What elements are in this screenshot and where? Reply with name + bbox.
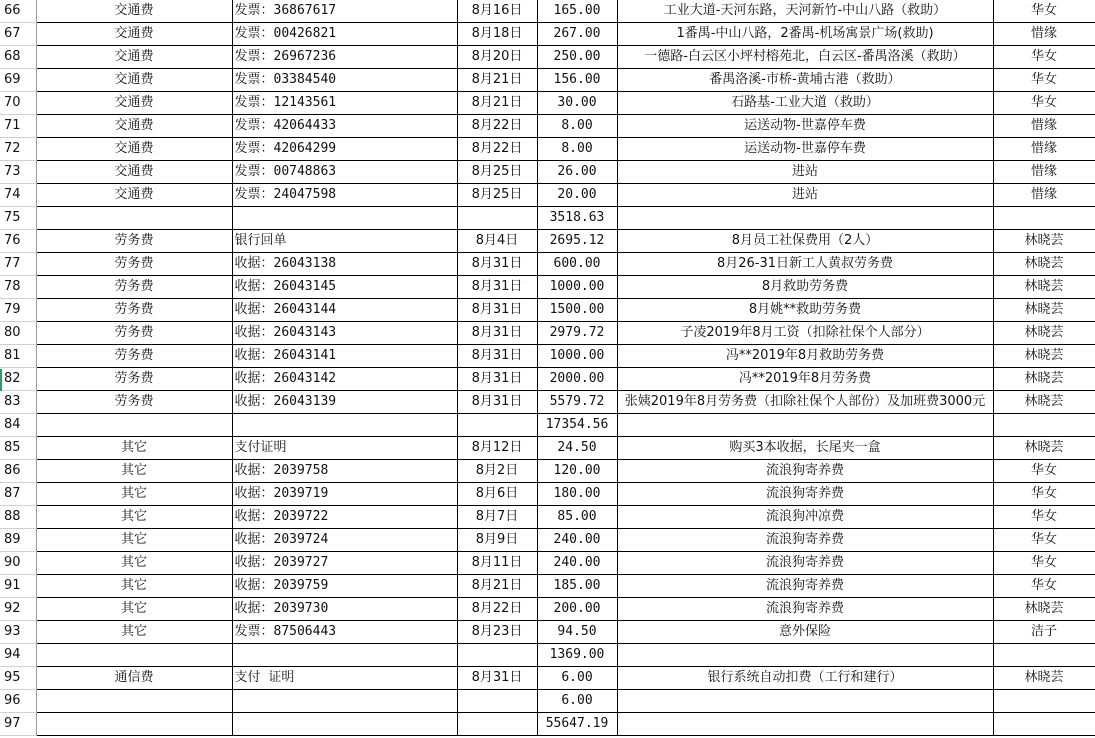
amount-cell[interactable]: 185.00 [537, 575, 617, 598]
handler-cell[interactable]: 华女 [993, 0, 1095, 23]
date-cell[interactable]: 8月23日 [457, 621, 537, 644]
date-cell[interactable]: 8月7日 [457, 506, 537, 529]
document-number-cell[interactable]: 发票：03384540 [232, 69, 457, 92]
row-number[interactable]: 72 [0, 138, 36, 161]
subtotal-row[interactable] [0, 690, 1095, 713]
row-number[interactable]: 83 [0, 391, 36, 414]
description-cell[interactable]: 流浪狗寄养费 [617, 460, 993, 483]
date-cell[interactable]: 8月31日 [457, 322, 537, 345]
description-cell[interactable]: 8月员工社保费用（2人） [617, 230, 993, 253]
category-cell[interactable]: 交通费 [36, 69, 232, 92]
table-row[interactable] [0, 299, 1095, 322]
handler-cell[interactable] [993, 414, 1095, 437]
subtotal-amount-cell[interactable]: 55647.19 [537, 713, 617, 736]
table-row[interactable] [0, 115, 1095, 138]
subtotal-row[interactable] [0, 414, 1095, 437]
row-number[interactable]: 90 [0, 552, 36, 575]
row-number[interactable]: 78 [0, 276, 36, 299]
date-cell[interactable] [457, 207, 537, 230]
handler-cell[interactable]: 林晓芸 [993, 230, 1095, 253]
date-cell[interactable]: 8月31日 [457, 391, 537, 414]
description-cell[interactable]: 流浪狗冲凉费 [617, 506, 993, 529]
document-number-cell[interactable] [232, 713, 457, 736]
amount-cell[interactable]: 24.50 [537, 437, 617, 460]
document-number-cell[interactable]: 收据：2039730 [232, 598, 457, 621]
document-number-cell[interactable]: 发票：26967236 [232, 46, 457, 69]
description-cell[interactable] [617, 713, 993, 736]
date-cell[interactable]: 8月31日 [457, 299, 537, 322]
handler-cell[interactable]: 林晓芸 [993, 253, 1095, 276]
handler-cell[interactable]: 林晓芸 [993, 598, 1095, 621]
amount-cell[interactable]: 30.00 [537, 92, 617, 115]
table-row[interactable] [0, 230, 1095, 253]
category-cell[interactable]: 其它 [36, 575, 232, 598]
date-cell[interactable] [457, 644, 537, 667]
document-number-cell[interactable] [232, 414, 457, 437]
row-number[interactable]: 84 [0, 414, 36, 437]
subtotal-amount-cell[interactable]: 1369.00 [537, 644, 617, 667]
handler-cell[interactable]: 华女 [993, 69, 1095, 92]
handler-cell[interactable]: 惜缘 [993, 138, 1095, 161]
table-row[interactable] [0, 552, 1095, 575]
amount-cell[interactable]: 85.00 [537, 506, 617, 529]
row-number[interactable]: 87 [0, 483, 36, 506]
date-cell[interactable]: 8月12日 [457, 437, 537, 460]
handler-cell[interactable]: 林晓芸 [993, 345, 1095, 368]
document-number-cell[interactable]: 发票：87506443 [232, 621, 457, 644]
date-cell[interactable]: 8月31日 [457, 276, 537, 299]
description-cell[interactable]: 8月26-31日新工人黄叔劳务费 [617, 253, 993, 276]
document-number-cell[interactable]: 支付 证明 [232, 667, 457, 690]
date-cell[interactable]: 8月21日 [457, 69, 537, 92]
handler-cell[interactable]: 惜缘 [993, 184, 1095, 207]
table-row[interactable] [0, 460, 1095, 483]
row-number[interactable]: 77 [0, 253, 36, 276]
handler-cell[interactable]: 华女 [993, 483, 1095, 506]
amount-cell[interactable]: 1000.00 [537, 276, 617, 299]
date-cell[interactable]: 8月11日 [457, 552, 537, 575]
handler-cell[interactable] [993, 644, 1095, 667]
description-cell[interactable] [617, 644, 993, 667]
table-row[interactable] [0, 69, 1095, 92]
category-cell[interactable]: 其它 [36, 483, 232, 506]
row-number[interactable]: 96 [0, 690, 36, 713]
table-row[interactable] [0, 483, 1095, 506]
document-number-cell[interactable]: 收据：26043144 [232, 299, 457, 322]
row-number[interactable]: 89 [0, 529, 36, 552]
amount-cell[interactable]: 250.00 [537, 46, 617, 69]
description-cell[interactable]: 运送动物-世嘉停车费 [617, 138, 993, 161]
category-cell[interactable] [36, 690, 232, 713]
amount-cell[interactable]: 1500.00 [537, 299, 617, 322]
description-cell[interactable]: 购买3本收据，长尾夹一盒 [617, 437, 993, 460]
date-cell[interactable]: 8月31日 [457, 345, 537, 368]
document-number-cell[interactable]: 收据：2039758 [232, 460, 457, 483]
amount-cell[interactable]: 2695.12 [537, 230, 617, 253]
document-number-cell[interactable] [232, 690, 457, 713]
document-number-cell[interactable]: 发票：42064433 [232, 115, 457, 138]
description-cell[interactable]: 石路基-工业大道（救助） [617, 92, 993, 115]
date-cell[interactable]: 8月31日 [457, 253, 537, 276]
table-row[interactable] [0, 46, 1095, 69]
document-number-cell[interactable]: 收据：2039719 [232, 483, 457, 506]
amount-cell[interactable]: 600.00 [537, 253, 617, 276]
row-number[interactable]: 75 [0, 207, 36, 230]
amount-cell[interactable]: 180.00 [537, 483, 617, 506]
amount-cell[interactable]: 200.00 [537, 598, 617, 621]
table-row[interactable] [0, 23, 1095, 46]
description-cell[interactable]: 冯**2019年8月救助劳务费 [617, 345, 993, 368]
date-cell[interactable]: 8月21日 [457, 575, 537, 598]
handler-cell[interactable]: 洁子 [993, 621, 1095, 644]
description-cell[interactable] [617, 414, 993, 437]
description-cell[interactable]: 一德路-白云区小坪村榕苑北，白云区-番禺洛溪（救助） [617, 46, 993, 69]
table-row[interactable] [0, 161, 1095, 184]
row-number[interactable]: 67 [0, 23, 36, 46]
row-number[interactable]: 86 [0, 460, 36, 483]
category-cell[interactable]: 劳务费 [36, 368, 232, 391]
description-cell[interactable]: 8月姚**救助劳务费 [617, 299, 993, 322]
row-number[interactable]: 94 [0, 644, 36, 667]
handler-cell[interactable]: 华女 [993, 529, 1095, 552]
category-cell[interactable]: 劳务费 [36, 345, 232, 368]
category-cell[interactable]: 交通费 [36, 0, 232, 23]
handler-cell[interactable] [993, 207, 1095, 230]
date-cell[interactable]: 8月16日 [457, 0, 537, 23]
row-number[interactable]: 82 [0, 368, 36, 391]
document-number-cell[interactable]: 发票：24047598 [232, 184, 457, 207]
date-cell[interactable] [457, 414, 537, 437]
description-cell[interactable] [617, 690, 993, 713]
table-row[interactable] [0, 529, 1095, 552]
category-cell[interactable]: 其它 [36, 437, 232, 460]
row-number[interactable]: 79 [0, 299, 36, 322]
category-cell[interactable]: 劳务费 [36, 299, 232, 322]
category-cell[interactable]: 交通费 [36, 184, 232, 207]
handler-cell[interactable]: 华女 [993, 575, 1095, 598]
document-number-cell[interactable]: 收据：26043145 [232, 276, 457, 299]
row-number[interactable]: 95 [0, 667, 36, 690]
category-cell[interactable]: 其它 [36, 598, 232, 621]
row-number[interactable]: 85 [0, 437, 36, 460]
table-row[interactable] [0, 575, 1095, 598]
table-row[interactable] [0, 598, 1095, 621]
handler-cell[interactable]: 华女 [993, 460, 1095, 483]
category-cell[interactable]: 其它 [36, 460, 232, 483]
row-number[interactable]: 68 [0, 46, 36, 69]
date-cell[interactable]: 8月21日 [457, 92, 537, 115]
amount-cell[interactable]: 2000.00 [537, 368, 617, 391]
date-cell[interactable]: 8月31日 [457, 368, 537, 391]
document-number-cell[interactable]: 收据：26043139 [232, 391, 457, 414]
handler-cell[interactable]: 林晓芸 [993, 322, 1095, 345]
document-number-cell[interactable]: 收据：26043138 [232, 253, 457, 276]
description-cell[interactable]: 进站 [617, 161, 993, 184]
date-cell[interactable]: 8月6日 [457, 483, 537, 506]
category-cell[interactable] [36, 207, 232, 230]
subtotal-row[interactable] [0, 713, 1095, 736]
description-cell[interactable]: 进站 [617, 184, 993, 207]
amount-cell[interactable]: 5579.72 [537, 391, 617, 414]
category-cell[interactable]: 交通费 [36, 23, 232, 46]
table-row[interactable] [0, 276, 1095, 299]
amount-cell[interactable]: 94.50 [537, 621, 617, 644]
category-cell[interactable]: 通信费 [36, 667, 232, 690]
amount-cell[interactable]: 8.00 [537, 115, 617, 138]
handler-cell[interactable] [993, 690, 1095, 713]
table-row[interactable] [0, 92, 1095, 115]
category-cell[interactable] [36, 713, 232, 736]
date-cell[interactable]: 8月25日 [457, 184, 537, 207]
description-cell[interactable]: 1番禺-中山八路，2番禺-机场寓景广场(救助) [617, 23, 993, 46]
handler-cell[interactable]: 华女 [993, 552, 1095, 575]
amount-cell[interactable]: 2979.72 [537, 322, 617, 345]
subtotal-row[interactable] [0, 644, 1095, 667]
date-cell[interactable]: 8月22日 [457, 138, 537, 161]
handler-cell[interactable]: 惜缘 [993, 23, 1095, 46]
description-cell[interactable]: 流浪狗寄养费 [617, 552, 993, 575]
handler-cell[interactable]: 林晓芸 [993, 391, 1095, 414]
row-number[interactable]: 97 [0, 713, 36, 736]
document-number-cell[interactable]: 发票：12143561 [232, 92, 457, 115]
amount-cell[interactable]: 156.00 [537, 69, 617, 92]
table-row[interactable] [0, 437, 1095, 460]
table-row[interactable] [0, 506, 1095, 529]
handler-cell[interactable]: 林晓芸 [993, 368, 1095, 391]
category-cell[interactable]: 其它 [36, 552, 232, 575]
handler-cell[interactable]: 林晓芸 [993, 667, 1095, 690]
description-cell[interactable]: 工业大道-天河东路，天河新竹-中山八路（救助） [617, 0, 993, 23]
document-number-cell[interactable]: 收据：26043141 [232, 345, 457, 368]
document-number-cell[interactable]: 收据：2039727 [232, 552, 457, 575]
category-cell[interactable]: 交通费 [36, 92, 232, 115]
table-row[interactable] [0, 621, 1095, 644]
date-cell[interactable]: 8月31日 [457, 667, 537, 690]
table-row[interactable] [0, 138, 1095, 161]
description-cell[interactable]: 8月救助劳务费 [617, 276, 993, 299]
description-cell[interactable]: 流浪狗寄养费 [617, 483, 993, 506]
table-row[interactable] [0, 322, 1095, 345]
table-row[interactable] [0, 667, 1095, 690]
amount-cell[interactable]: 20.00 [537, 184, 617, 207]
document-number-cell[interactable] [232, 207, 457, 230]
row-number[interactable]: 76 [0, 230, 36, 253]
row-number[interactable]: 81 [0, 345, 36, 368]
document-number-cell[interactable]: 收据：2039722 [232, 506, 457, 529]
row-number[interactable]: 93 [0, 621, 36, 644]
amount-cell[interactable]: 26.00 [537, 161, 617, 184]
date-cell[interactable]: 8月9日 [457, 529, 537, 552]
category-cell[interactable]: 其它 [36, 621, 232, 644]
row-number[interactable]: 69 [0, 69, 36, 92]
category-cell[interactable]: 交通费 [36, 115, 232, 138]
description-cell[interactable]: 冯**2019年8月劳务费 [617, 368, 993, 391]
category-cell[interactable]: 交通费 [36, 161, 232, 184]
handler-cell[interactable]: 华女 [993, 506, 1095, 529]
category-cell[interactable]: 其它 [36, 506, 232, 529]
amount-cell[interactable]: 6.00 [537, 667, 617, 690]
category-cell[interactable]: 交通费 [36, 46, 232, 69]
document-number-cell[interactable]: 收据：2039759 [232, 575, 457, 598]
subtotal-row[interactable] [0, 207, 1095, 230]
category-cell[interactable]: 劳务费 [36, 253, 232, 276]
date-cell[interactable]: 8月22日 [457, 115, 537, 138]
date-cell[interactable]: 8月4日 [457, 230, 537, 253]
row-number[interactable]: 70 [0, 92, 36, 115]
amount-cell[interactable]: 120.00 [537, 460, 617, 483]
row-number[interactable]: 73 [0, 161, 36, 184]
date-cell[interactable]: 8月2日 [457, 460, 537, 483]
description-cell[interactable]: 番禺洛溪-市桥-黄埔古港（救助） [617, 69, 993, 92]
handler-cell[interactable] [993, 713, 1095, 736]
row-number[interactable]: 92 [0, 598, 36, 621]
category-cell[interactable]: 劳务费 [36, 230, 232, 253]
handler-cell[interactable]: 华女 [993, 92, 1095, 115]
handler-cell[interactable]: 华女 [993, 46, 1095, 69]
row-number[interactable]: 88 [0, 506, 36, 529]
row-number[interactable]: 74 [0, 184, 36, 207]
description-cell[interactable]: 意外保险 [617, 621, 993, 644]
row-number[interactable]: 91 [0, 575, 36, 598]
subtotal-amount-cell[interactable]: 6.00 [537, 690, 617, 713]
table-row[interactable] [0, 368, 1095, 391]
category-cell[interactable]: 劳务费 [36, 276, 232, 299]
description-cell[interactable]: 运送动物-世嘉停车费 [617, 115, 993, 138]
document-number-cell[interactable]: 发票：36867617 [232, 0, 457, 23]
document-number-cell[interactable]: 收据：2039724 [232, 529, 457, 552]
category-cell[interactable] [36, 644, 232, 667]
subtotal-amount-cell[interactable]: 17354.56 [537, 414, 617, 437]
date-cell[interactable] [457, 713, 537, 736]
document-number-cell[interactable]: 收据：26043142 [232, 368, 457, 391]
table-row[interactable] [0, 391, 1095, 414]
amount-cell[interactable]: 267.00 [537, 23, 617, 46]
handler-cell[interactable]: 林晓芸 [993, 276, 1095, 299]
document-number-cell[interactable]: 银行回单 [232, 230, 457, 253]
amount-cell[interactable]: 8.00 [537, 138, 617, 161]
row-number[interactable]: 71 [0, 115, 36, 138]
document-number-cell[interactable]: 支付证明 [232, 437, 457, 460]
category-cell[interactable] [36, 414, 232, 437]
document-number-cell[interactable]: 收据：26043143 [232, 322, 457, 345]
date-cell[interactable]: 8月25日 [457, 161, 537, 184]
date-cell[interactable]: 8月20日 [457, 46, 537, 69]
category-cell[interactable]: 交通费 [36, 138, 232, 161]
category-cell[interactable]: 劳务费 [36, 322, 232, 345]
date-cell[interactable] [457, 690, 537, 713]
description-cell[interactable]: 子凌2019年8月工资（扣除社保个人部分） [617, 322, 993, 345]
amount-cell[interactable]: 240.00 [537, 552, 617, 575]
handler-cell[interactable]: 林晓芸 [993, 299, 1095, 322]
description-cell[interactable]: 流浪狗寄养费 [617, 529, 993, 552]
table-row[interactable] [0, 184, 1095, 207]
row-number[interactable]: 80 [0, 322, 36, 345]
description-cell[interactable]: 流浪狗寄养费 [617, 575, 993, 598]
table-row[interactable] [0, 345, 1095, 368]
date-cell[interactable]: 8月22日 [457, 598, 537, 621]
row-number[interactable]: 66 [0, 0, 36, 23]
row-selection-marker [0, 369, 2, 391]
category-cell[interactable]: 劳务费 [36, 391, 232, 414]
description-cell[interactable] [617, 207, 993, 230]
document-number-cell[interactable]: 发票：00748863 [232, 161, 457, 184]
description-cell[interactable]: 流浪狗寄养费 [617, 598, 993, 621]
subtotal-amount-cell[interactable]: 3518.63 [537, 207, 617, 230]
category-cell[interactable]: 其它 [36, 529, 232, 552]
table-row[interactable] [0, 0, 1095, 23]
description-cell[interactable]: 张姨2019年8月劳务费（扣除社保个人部份）及加班费3000元 [617, 391, 993, 414]
amount-cell[interactable]: 240.00 [537, 529, 617, 552]
handler-cell[interactable]: 林晓芸 [993, 437, 1095, 460]
document-number-cell[interactable] [232, 644, 457, 667]
document-number-cell[interactable]: 发票：00426821 [232, 23, 457, 46]
handler-cell[interactable]: 惜缘 [993, 115, 1095, 138]
table-row[interactable] [0, 253, 1095, 276]
amount-cell[interactable]: 165.00 [537, 0, 617, 23]
amount-cell[interactable]: 1000.00 [537, 345, 617, 368]
description-cell[interactable]: 银行系统自动扣费（工行和建行） [617, 667, 993, 690]
handler-cell[interactable]: 惜缘 [993, 161, 1095, 184]
document-number-cell[interactable]: 发票：42064299 [232, 138, 457, 161]
date-cell[interactable]: 8月18日 [457, 23, 537, 46]
